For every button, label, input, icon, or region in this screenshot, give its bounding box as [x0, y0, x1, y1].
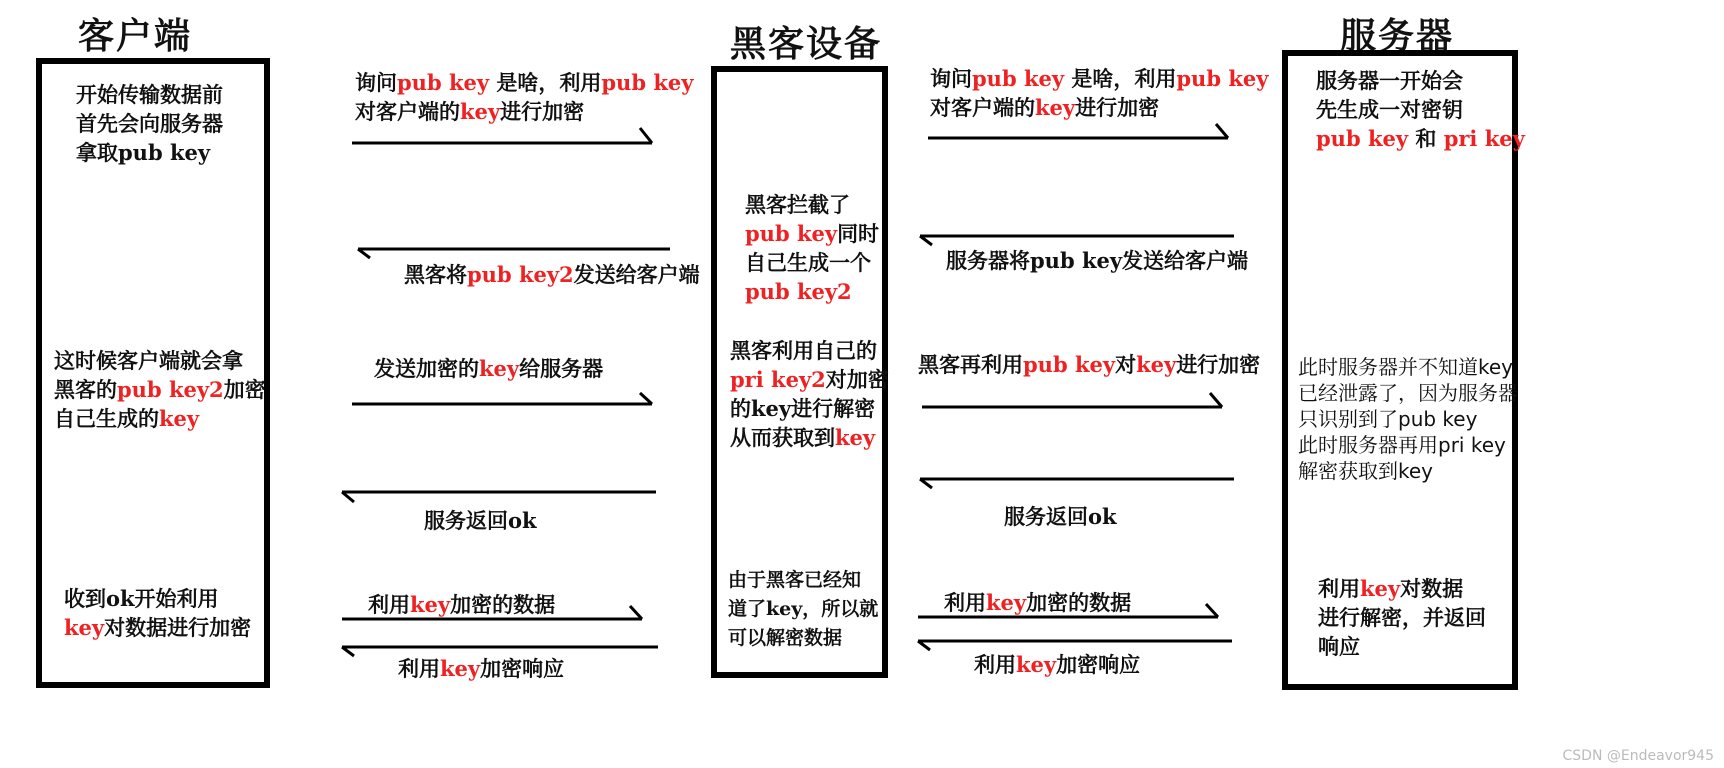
arrow-left-3-head	[640, 393, 652, 404]
server-note-2	[1298, 354, 1518, 484]
hacker-title: 黑客设备	[730, 23, 883, 65]
left-arrow-2-label: 黑客将pub key2发送给客户端	[404, 262, 700, 287]
right-arrow-1-line-1: 询问pub key 是啥，利用pub key	[930, 66, 1269, 91]
server-note-3-line-2: 进行解密，并返回	[1318, 605, 1486, 630]
hacker-note-2-line-4: 从而获取到key	[730, 425, 876, 450]
hacker-note-2-line-3: 的key进行解密	[730, 396, 876, 421]
hacker-note-2	[730, 336, 889, 452]
left-arrow-3-label: 发送加密的key给服务器	[374, 356, 604, 381]
arrow-right-5-head	[1206, 604, 1218, 617]
right-arrow-1-line-2: 对客户端的key进行加密	[930, 95, 1160, 120]
server-note-2-line-3: 只识别到了pub key	[1298, 407, 1478, 431]
hacker-note-3-line-2: 道了key，所以就	[728, 598, 879, 620]
server-note-2-line-5: 解密获取到key	[1298, 459, 1434, 483]
server-note-1-line-1: 服务器一开始会	[1316, 68, 1463, 93]
client-note-2-line-2: 黑客的pub key2加密	[54, 377, 266, 402]
right-arrow-3-label: 黑客再利用pub key对key进行加密	[918, 352, 1261, 377]
client-note-3-line-2: key对数据进行加密	[64, 615, 252, 640]
client-note-2	[54, 346, 266, 433]
watermark: CSDN @Endeavor945	[1562, 748, 1714, 764]
hacker-note-1-line-2: pub key同时	[745, 221, 880, 246]
client-note-1-line-3: 拿取pub key	[76, 140, 211, 165]
right-arrow-6-label: 利用key加密响应	[974, 652, 1141, 677]
server-note-1-line-2: 先生成一对密钥	[1316, 97, 1463, 122]
right-arrow-5-label: 利用key加密的数据	[944, 590, 1132, 615]
hacker-note-1-line-4: pub key2	[745, 279, 852, 304]
left-arrow-1-line-2: 对客户端的key进行加密	[355, 99, 585, 124]
left-arrow-4-label: 服务返回ok	[424, 508, 537, 533]
client-note-1-line-2: 首先会向服务器	[76, 111, 223, 136]
hacker-note-3-line-3: 可以解密数据	[728, 627, 843, 649]
client-note-1	[76, 80, 223, 167]
hacker-note-1-line-3: 自己生成一个	[745, 250, 871, 275]
left-arrow-1-line-1: 询问pub key 是啥，利用pub key	[355, 70, 694, 95]
hacker-note-2-line-1: 黑客利用自己的	[730, 338, 877, 363]
server-note-2-line-4: 此时服务器再用pri key	[1298, 433, 1506, 457]
server-note-3	[1318, 574, 1486, 661]
left-arrow-5-label: 利用key加密的数据	[368, 592, 556, 617]
hacker-note-3-line-1: 由于黑客已经知	[728, 569, 862, 591]
hacker-note-1	[745, 190, 879, 306]
hacker-note-3	[728, 566, 878, 653]
client-note-1-line-1: 开始传输数据前	[76, 82, 223, 107]
client-note-3	[64, 584, 251, 642]
server-note-1-line-3: pub key 和 pri key	[1316, 126, 1525, 151]
server-note-2-line-1: 此时服务器并不知道key	[1298, 355, 1514, 379]
server-title: 服务器	[1340, 15, 1455, 57]
arrow-right-1-head	[1216, 124, 1228, 138]
left-arrow-6-label: 利用key加密响应	[398, 656, 565, 681]
arrow-right-3-head	[1210, 393, 1222, 407]
server-note-3-line-1: 利用key对数据	[1318, 576, 1464, 601]
client-note-3-line-1: 收到ok开始利用	[64, 586, 219, 611]
right-arrow-4-label: 服务返回ok	[1004, 504, 1117, 529]
client-note-2-line-1: 这时候客户端就会拿	[54, 348, 243, 373]
right-arrow-1-label	[930, 64, 1268, 122]
client-title: 客户端	[78, 15, 193, 57]
arrow-left-1-head	[640, 128, 652, 143]
client-note-2-line-3: 自己生成的key	[54, 406, 200, 431]
hacker-note-1-line-1: 黑客拦截了	[745, 192, 850, 217]
left-arrow-1-label	[355, 68, 693, 126]
hacker-note-2-line-2: pri key2对加密	[730, 367, 889, 392]
server-note-2-line-2: 已经泄露了，因为服务器	[1298, 381, 1518, 405]
right-arrow-2-label: 服务器将pub key发送给客户端	[946, 248, 1249, 273]
arrow-left-5-head	[630, 606, 642, 619]
server-note-3-line-3: 响应	[1318, 634, 1360, 659]
server-note-1	[1316, 66, 1525, 153]
